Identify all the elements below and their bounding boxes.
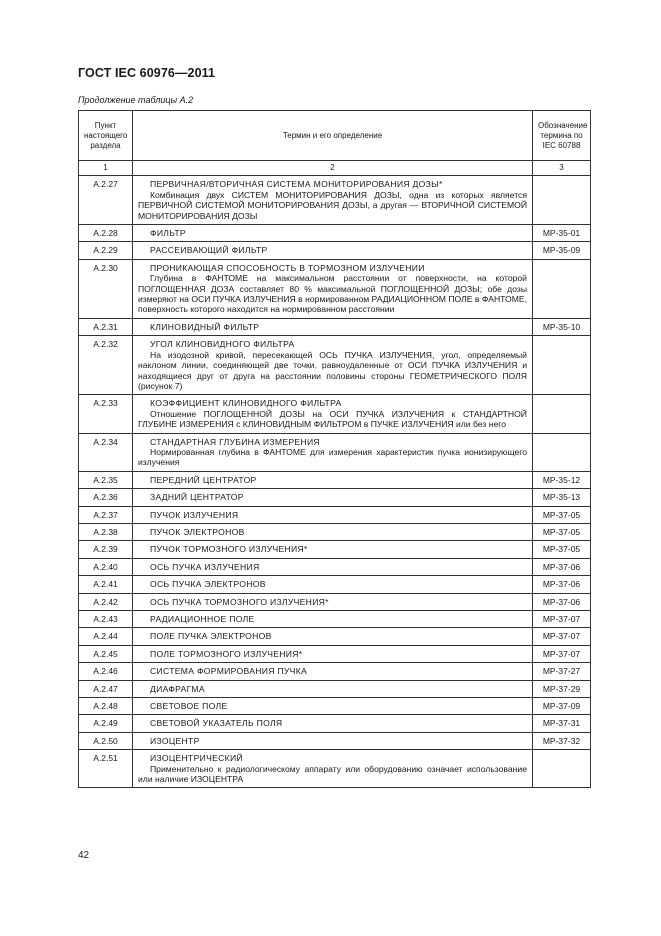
iec-designation: МР-37-32 xyxy=(533,732,591,749)
term-name: ПОЛЕ ТОРМОЗНОГО ИЗЛУЧЕНИЯ* xyxy=(150,648,303,659)
table-row xyxy=(79,471,591,488)
iec-designation xyxy=(533,336,591,395)
term-name: КЛИНОВИДНЫЙ ФИЛЬТР xyxy=(150,321,260,332)
table-row xyxy=(79,242,591,259)
clause-number: А.2.34 xyxy=(79,433,133,471)
iec-designation xyxy=(533,176,591,225)
clause-number: А.2.32 xyxy=(79,336,133,395)
term-name: ПОЛЕ ПУЧКА ЭЛЕКТРОНОВ xyxy=(150,631,272,642)
term-cell xyxy=(133,750,533,788)
term-cell xyxy=(133,225,533,242)
iec-designation: МР-35-12 xyxy=(533,471,591,488)
term-name: ПРОНИКАЮЩАЯ СПОСОБНОСТЬ В ТОРМОЗНОМ ИЗЛУЧЕНИИ xyxy=(150,262,425,273)
table-row xyxy=(79,433,591,471)
table-row xyxy=(79,395,591,433)
clause-number: А.2.31 xyxy=(79,318,133,335)
iec-designation xyxy=(533,750,591,788)
iec-designation: МР-37-27 xyxy=(533,663,591,680)
iec-designation: МР-37-05 xyxy=(533,523,591,540)
term-cell xyxy=(133,471,533,488)
term-name: СВЕТОВОЕ ПОЛЕ xyxy=(150,701,228,712)
term-name: СВЕТОВОЙ УКАЗАТЕЛЬ ПОЛЯ xyxy=(150,718,283,729)
table-row xyxy=(79,698,591,715)
iec-designation xyxy=(533,433,591,471)
iec-designation: МР-35-01 xyxy=(533,225,591,242)
term-definition: Глубина в ФАНТОМЕ на максимальном расстоянии от поверхности, на которой ПОГЛОЩЕННАЯ ДОЗА составляет 80 % максимальной ПОГЛОЩЕННОЙ ДОЗЫ; обе дозы измеряют на ОСИ ПУЧКА ИЗЛУЧЕНИЯ в нормированном РАДИАЦИОННОМ ПОЛЕ в ФАНТОМЕ, поверхность которого находится на нормированном расстоянии xyxy=(138,273,527,315)
table-row xyxy=(79,336,591,395)
term-definition: Отношение ПОГЛОЩЕННОЙ ДОЗЫ на ОСИ ПУЧКА ИЗЛУЧЕНИЯ к СТАНДАРТНОЙ ГЛУБИНЕ ИЗМЕРЕНИЯ с КЛИНОВИДНЫМ ФИЛЬТРОМ в ПУЧКЕ ИЗЛУЧЕНИЯ или без него xyxy=(138,408,527,430)
iec-designation: МР-37-05 xyxy=(533,506,591,523)
clause-number: А.2.49 xyxy=(79,715,133,732)
term-name: УГОЛ КЛИНОВИДНОГО ФИЛЬТРА xyxy=(150,339,295,350)
term-cell xyxy=(133,259,533,318)
term-cell xyxy=(133,395,533,433)
term-cell xyxy=(133,541,533,558)
term-name: ИЗОЦЕНТРИЧЕСКИЙ xyxy=(150,753,243,764)
term-cell xyxy=(133,680,533,697)
term-cell xyxy=(133,715,533,732)
table-row xyxy=(79,225,591,242)
column-number: 3 xyxy=(533,161,591,176)
iec-designation: МР-37-06 xyxy=(533,576,591,593)
clause-number: А.2.45 xyxy=(79,645,133,662)
terms-table xyxy=(78,110,591,788)
clause-number: А.2.47 xyxy=(79,680,133,697)
clause-number: А.2.28 xyxy=(79,225,133,242)
clause-number: А.2.35 xyxy=(79,471,133,488)
clause-number: А.2.37 xyxy=(79,506,133,523)
iec-designation: МР-37-05 xyxy=(533,541,591,558)
column-header-clause: Пункт настоящего раздела xyxy=(79,111,133,161)
term-cell xyxy=(133,242,533,259)
clause-number: А.2.44 xyxy=(79,628,133,645)
iec-designation: МР-35-13 xyxy=(533,489,591,506)
term-name: ОСЬ ПУЧКА ЭЛЕКТРОНОВ xyxy=(150,579,266,590)
table-row xyxy=(79,628,591,645)
table-row xyxy=(79,663,591,680)
clause-number: А.2.38 xyxy=(79,523,133,540)
term-cell xyxy=(133,558,533,575)
iec-designation: МР-37-29 xyxy=(533,680,591,697)
column-number: 1 xyxy=(79,161,133,176)
term-cell xyxy=(133,645,533,662)
iec-designation: МР-37-06 xyxy=(533,593,591,610)
term-name: ДИАФРАГМА xyxy=(150,683,205,694)
table-row xyxy=(79,176,591,225)
clause-number: А.2.43 xyxy=(79,611,133,628)
clause-number: А.2.29 xyxy=(79,242,133,259)
term-cell xyxy=(133,336,533,395)
term-definition: На изодозной кривой, пересекающей ОСЬ ПУЧКА ИЗЛУЧЕНИЯ, угол, определяемый наклоном линии, соединяющей две точки, равноудаленные от ОСИ ПУЧКА ИЗЛУЧЕНИЯ и находящиеся друг от друга на расстоянии половины стороны ГЕОМЕТРИЧЕСКОГО ПОЛЯ (рисунок 7) xyxy=(138,349,527,391)
iec-designation: МР-35-09 xyxy=(533,242,591,259)
table-row xyxy=(79,318,591,335)
table-row xyxy=(79,611,591,628)
term-definition: Нормированная глубина в ФАНТОМЕ для измерения характеристик пучка ионизирующего излучения xyxy=(138,446,527,468)
clause-number: А.2.30 xyxy=(79,259,133,318)
table-row xyxy=(79,715,591,732)
iec-designation: МР-37-07 xyxy=(533,628,591,645)
term-cell xyxy=(133,506,533,523)
clause-number: А.2.36 xyxy=(79,489,133,506)
term-name: ЗАДНИЙ ЦЕНТРАТОР xyxy=(150,492,244,503)
clause-number: А.2.41 xyxy=(79,576,133,593)
table-row xyxy=(79,576,591,593)
term-name: РАССЕИВАЮЩИЙ ФИЛЬТР xyxy=(150,245,268,256)
table-row xyxy=(79,732,591,749)
table-header-row xyxy=(79,111,591,161)
iec-designation: МР-37-06 xyxy=(533,558,591,575)
column-number-row xyxy=(79,161,591,176)
iec-designation: МР-37-31 xyxy=(533,715,591,732)
column-header-designation: Обозначение термина по IEC 60788 xyxy=(533,111,591,161)
term-cell xyxy=(133,611,533,628)
document-title: ГОСТ IEC 60976—2011 xyxy=(78,66,216,80)
iec-designation: МР-37-07 xyxy=(533,611,591,628)
term-cell xyxy=(133,318,533,335)
table-row xyxy=(79,506,591,523)
term-cell xyxy=(133,698,533,715)
term-name: ОСЬ ПУЧКА ТОРМОЗНОГО ИЗЛУЧЕНИЯ* xyxy=(150,596,329,607)
iec-designation xyxy=(533,259,591,318)
term-name: ПУЧОК ИЗЛУЧЕНИЯ xyxy=(150,509,239,520)
term-name: КОЭФФИЦИЕНТ КЛИНОВИДНОГО ФИЛЬТРА xyxy=(150,398,342,409)
term-name: ФИЛЬТР xyxy=(150,228,186,239)
page-number: 42 xyxy=(78,850,90,861)
clause-number: А.2.33 xyxy=(79,395,133,433)
term-name: СИСТЕМА ФОРМИРОВАНИЯ ПУЧКА xyxy=(150,666,308,677)
table-row xyxy=(79,259,591,318)
term-cell xyxy=(133,489,533,506)
clause-number: А.2.27 xyxy=(79,176,133,225)
table-row xyxy=(79,558,591,575)
term-cell xyxy=(133,176,533,225)
clause-number: А.2.50 xyxy=(79,732,133,749)
term-name: ПУЧОК ЭЛЕКТРОНОВ xyxy=(150,526,245,537)
term-name: ИЗОЦЕНТР xyxy=(150,735,200,746)
table-row xyxy=(79,489,591,506)
term-cell xyxy=(133,576,533,593)
iec-designation: МР-37-09 xyxy=(533,698,591,715)
clause-number: А.2.51 xyxy=(79,750,133,788)
clause-number: А.2.48 xyxy=(79,698,133,715)
term-name: РАДИАЦИОННОЕ ПОЛЕ xyxy=(150,614,255,624)
table-caption: Продолжение таблицы А.2 xyxy=(78,95,194,105)
iec-designation: МР-37-07 xyxy=(533,645,591,662)
term-cell xyxy=(133,593,533,610)
iec-designation xyxy=(533,395,591,433)
term-name: ОСЬ ПУЧКА ИЗЛУЧЕНИЯ xyxy=(150,561,260,572)
table-row xyxy=(79,523,591,540)
term-name: СТАНДАРТНАЯ ГЛУБИНА ИЗМЕРЕНИЯ xyxy=(150,436,320,447)
table-row xyxy=(79,593,591,610)
table-row xyxy=(79,645,591,662)
clause-number: А.2.42 xyxy=(79,593,133,610)
column-header-term: Термин и его определение xyxy=(133,111,533,161)
column-number: 2 xyxy=(133,161,533,176)
iec-designation: МР-35-10 xyxy=(533,318,591,335)
term-name: ПУЧОК ТОРМОЗНОГО ИЗЛУЧЕНИЯ* xyxy=(150,544,308,555)
term-cell xyxy=(133,628,533,645)
table-row xyxy=(79,680,591,697)
table-row xyxy=(79,750,591,788)
term-name: ПЕРЕДНИЙ ЦЕНТРАТОР xyxy=(150,474,257,485)
clause-number: А.2.46 xyxy=(79,663,133,680)
term-definition: Применительно к радиологическому аппарату или оборудованию означает использование или наличие ИЗОЦЕНТРА xyxy=(138,763,527,785)
term-definition: Комбинация двух СИСТЕМ МОНИТОРИРОВАНИЯ ДОЗЫ, одна из которых является ПЕРВИЧНОЙ СИСТЕМОЙ МОНИТОРИРОВАНИЯ ДОЗЫ, а другая — ВТОРИЧНОЙ СИСТЕМОЙ МОНИТОРИРОВАНИЯ ДОЗЫ xyxy=(138,189,527,221)
term-cell xyxy=(133,433,533,471)
term-cell xyxy=(133,663,533,680)
term-cell xyxy=(133,732,533,749)
clause-number: А.2.40 xyxy=(79,558,133,575)
term-name: ПЕРВИЧНАЯ/ВТОРИЧНАЯ СИСТЕМА МОНИТОРИРОВАНИЯ ДОЗЫ* xyxy=(150,179,443,190)
table-row xyxy=(79,541,591,558)
clause-number: А.2.39 xyxy=(79,541,133,558)
term-cell xyxy=(133,523,533,540)
